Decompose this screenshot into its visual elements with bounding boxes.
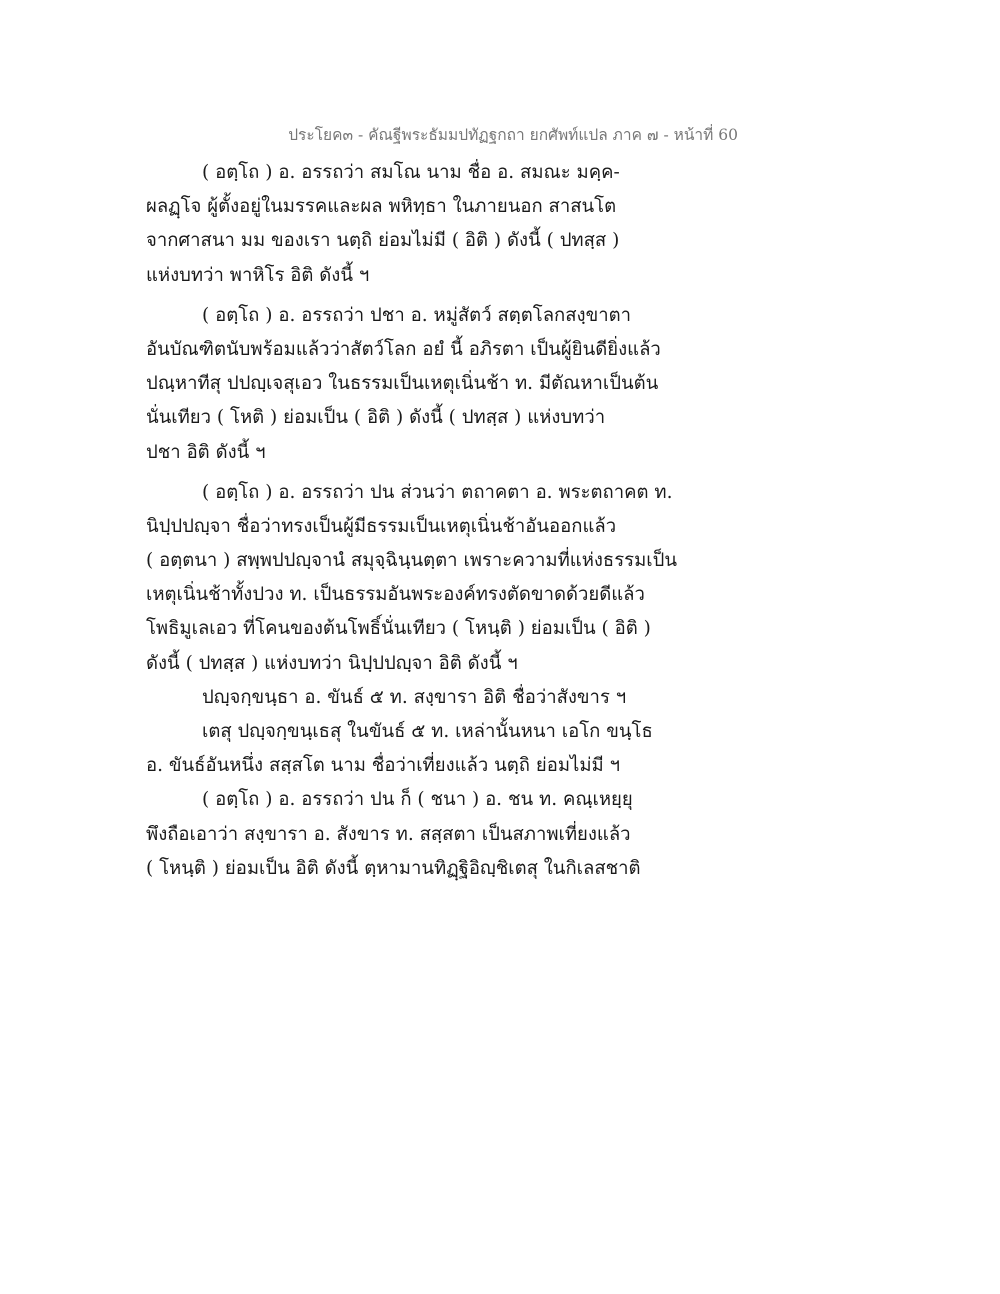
text-line: เตสุ ปญฺจกฺขนฺเธสุ ในขันธ์ ๕ ท. เหล่านั้นหนา เอโก ขนฺโธ: [202, 721, 653, 742]
text-line: ( อตฺโถ ) อ. อรรถว่า ปน ก็ ( ชนา ) อ. ชน ท. คณฺเหยฺยุ: [202, 789, 633, 811]
text-line: แห่งบทว่า พาหิโร อิติ ดังนี้ ฯ: [146, 264, 370, 286]
text-line: ผลฏฺโจ ผู้ตั้งอยู่ในมรรคและผล พหิทฺธา ในภายนอก สาสนโต: [146, 196, 617, 218]
text-line: โพธิมูเลเอว ที่โคนของต้นโพธิ์นั่นเทียว ( โหนฺติ ) ย่อมเป็น ( อิติ ): [146, 618, 651, 640]
text-line: ปชา อิติ ดังนี้ ฯ: [146, 441, 266, 463]
text-line: จากศาสนา มม ของเรา นตฺถิ ย่อมไม่มี ( อิติ ) ดังนี้ ( ปทสฺส ): [146, 230, 620, 252]
text-line: พึงถือเอาว่า สงฺขารา อ. สังขาร ท. สสฺสตา เป็นสภาพเที่ยงแล้ว: [146, 823, 631, 845]
text-line: นิปฺปปญฺจา ชื่อว่าทรงเป็นผู้มีธรรมเป็นเหตุเนิ่นช้าอันออกแล้ว: [146, 515, 617, 537]
body-text: [146, 156, 706, 886]
text-line: ( อตฺตนา ) สพฺพปปญฺจานํ สมุจฺฉินฺนตฺตา เพราะความที่แห่งธรรมเป็น: [146, 550, 677, 572]
text-line: ปญฺจกฺขนฺธา อ. ขันธ์ ๕ ท. สงฺขารา อิติ ชื่อว่าสังขาร ฯ: [202, 686, 627, 708]
text-line: ดังนี้ ( ปทสฺส ) แห่งบทว่า นิปฺปปญฺจา อิติ ดังนี้ ฯ: [146, 652, 518, 674]
text-line: ( โหนฺติ ) ย่อมเป็น อิติ ดังนี้ ตฺหามานทิฏฺฐิอิญฺชิเตสุ ในกิเลสชาติ: [146, 857, 641, 879]
page-header: ประโยค๓ - คัณฐีพระธัมมปทัฏฐกถา ยกศัพท์แปล ภาค ๗ - หน้าที่ 60: [288, 126, 738, 144]
text-line: ( อตฺโถ ) อ. อรรถว่า ปชา อ. หมู่สัตว์ สตฺตโลกสงฺขาตา: [202, 304, 632, 326]
text-line: นั่นเทียว ( โหติ ) ย่อมเป็น ( อิติ ) ดังนี้ ( ปทสฺส ) แห่งบทว่า: [146, 407, 606, 429]
text-line: ( อตฺโถ ) อ. อรรถว่า สมโณ นาม ชื่อ อ. สมณะ มคฺค-: [202, 162, 620, 183]
text-line: อันบัณฑิตนับพร้อมแล้วว่าสัตว์โลก อยํ นี้ อภิรตา เป็นผู้ยินดียิ่งแล้ว: [146, 338, 661, 360]
text-line: เหตุเนิ่นช้าทั้งปวง ท. เป็นธรรมอันพระองค์ทรงตัดขาดด้วยดีแล้ว: [146, 584, 645, 606]
text-line: อ. ขันธ์อันหนึ่ง สสฺสโต นาม ชื่อว่าเที่ยงแล้ว นตฺถิ ย่อมไม่มี ฯ: [146, 755, 620, 777]
text-line: ปณฺหาทีสุ ปปญฺเจสุเอว ในธรรมเป็นเหตุเนิ่นช้า ท. มีตัณหาเป็นต้น: [146, 373, 659, 395]
text-line: ( อตฺโถ ) อ. อรรถว่า ปน ส่วนว่า ตถาคตา อ. พระตถาคต ท.: [202, 481, 673, 503]
